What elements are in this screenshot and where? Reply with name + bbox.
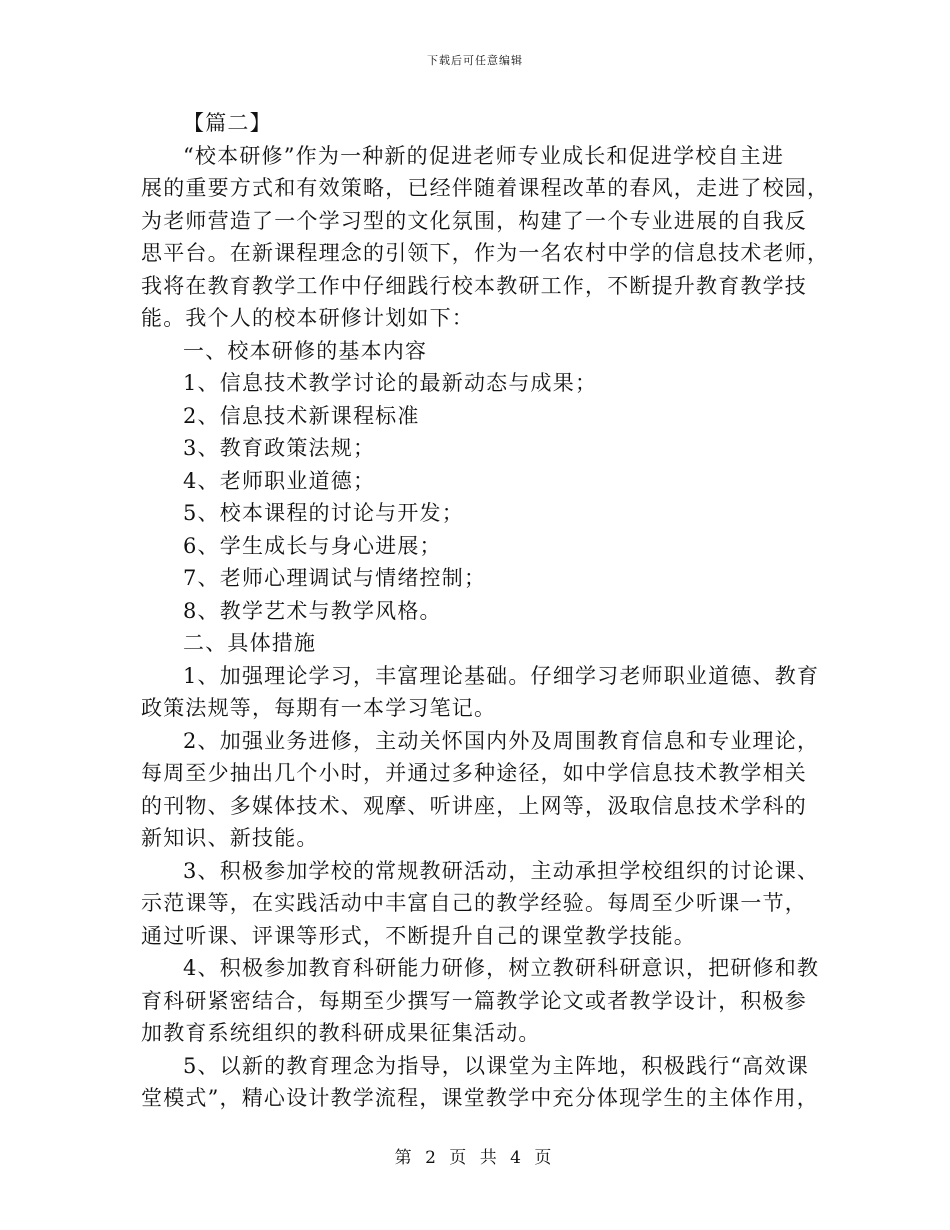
- document-line: 7、老师心理调试与情绪控制；: [183, 566, 487, 590]
- document-line: 【篇二】: [183, 111, 272, 135]
- document-line: 示范课等，在实践活动中丰富自己的教学经验。每周至少听课一节，: [141, 891, 807, 915]
- document-body: [141, 107, 830, 1115]
- document-line: 加教育系统组织的教科研成果征集活动。: [141, 1021, 541, 1045]
- document-line: 3、教育政策法规；: [183, 436, 376, 460]
- document-line: 能。我个人的校本研修计划如下：: [141, 306, 474, 330]
- document-line: 展的重要方式和有效策略，已经伴随着课程改革的春风，走进了校园，: [141, 176, 830, 200]
- document-line: 新知识、新技能。: [141, 826, 319, 850]
- document-line: 我将在教育教学工作中仔细践行校本教研工作，不断提升教育教学技: [141, 273, 807, 298]
- document-line: 堂模式”，精心设计教学流程，课堂教学中充分体现学生的主体作用，: [141, 1086, 819, 1110]
- document-line: 二、具体措施: [183, 631, 317, 655]
- document-line: 5、以新的教育理念为指导，以课堂为主阵地，积极践行“高效课: [183, 1053, 809, 1078]
- document-line: 政策法规等，每期有一本学习笔记。: [141, 696, 497, 720]
- document-line: 2、加强业务进修，主动关怀国内外及周围教育信息和专业理论，: [183, 728, 820, 753]
- page-number-footer: 第 2 页 共 4 页: [394, 1148, 556, 1168]
- document-line: 思平台。在新课程理念的引领下，作为一名农村中学的信息技术老师，: [141, 241, 830, 265]
- document-line: 6、学生成长与身心进展；: [183, 533, 442, 558]
- document-line: 2、信息技术新课程标准: [183, 403, 420, 428]
- document-line: 每周至少抽出几个小时，并通过多种途径，如中学信息技术教学相关: [141, 761, 807, 785]
- document-line: 1、信息技术教学讨论的最新动态与成果；: [183, 371, 598, 395]
- document-line: 的刊物、多媒体技术、观摩、听讲座，上网等，汲取信息技术学科的: [141, 793, 807, 818]
- document-line: 1、加强理论学习，丰富理论基础。仔细学习老师职业道德、教育: [183, 663, 820, 688]
- document-line: 一、校本研修的基本内容: [183, 338, 428, 363]
- document-line: 育科研紧密结合，每期至少撰写一篇教学论文或者教学设计，积极参: [141, 988, 807, 1013]
- document-line: 8、教学艺术与教学风格。: [183, 598, 442, 623]
- document-line: 4、老师职业道德；: [183, 468, 376, 493]
- document-line: 3、积极参加学校的常规教研活动，主动承担学校组织的讨论课、: [183, 858, 820, 883]
- document-line: “校本研修”作为一种新的促进老师专业成长和促进学校自主进: [183, 143, 785, 168]
- document-line: 通过听课、评课等形式，不断提升自己的课堂教学技能。: [141, 923, 696, 948]
- document-line: 为老师营造了一个学习型的文化氛围，构建了一个专业进展的自我反: [141, 208, 807, 233]
- header-note: 下载后可任意编辑: [427, 54, 523, 67]
- document-line: 5、校本课程的讨论与开发；: [183, 501, 464, 525]
- document-line: 4、积极参加教育科研能力研修，树立教研科研意识，把研修和教: [183, 956, 820, 980]
